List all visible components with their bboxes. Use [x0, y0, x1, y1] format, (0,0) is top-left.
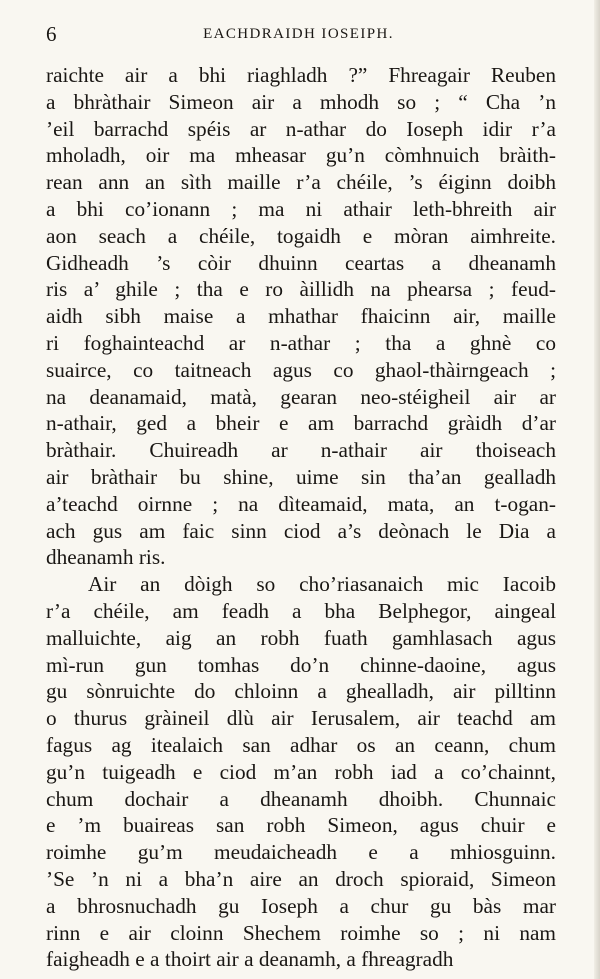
text-line: aidh sibh maise a mhathar fhaicinn air, maille	[46, 304, 556, 329]
text-line: r’a chéile, am feadh a bha Belphegor, aingeal	[46, 598, 556, 623]
body-text	[46, 62, 556, 973]
text-line: mholadh, oir ma mheasar gu’n còmhnuich bràith-	[46, 143, 556, 168]
text-line: raichte air a bhi riaghladh ?” Fhreagair Reuben	[46, 63, 556, 87]
text-line: o thurus gràineil dlù air Ierusalem, air teachd am	[46, 706, 556, 731]
text-line: ach gus am faic sinn ciod a’s deònach le Dia a	[46, 518, 556, 543]
text-line: malluichte, aig an robh fuath gamhlasach agus	[46, 625, 556, 650]
text-line: Gidheadh ’s còir dhuinn ceartas a dheanamh	[46, 250, 556, 275]
text-line: bràthair. Chuireadh ar n-athair air thoiseach	[46, 438, 556, 463]
text-line: a bhi co’ionann ; ma ni athair leth-bhreith air	[46, 196, 556, 221]
page-edge-shadow	[594, 0, 600, 979]
text-line: n-athair, ged a bheir e am barrachd gràidh d’ar	[46, 411, 556, 436]
text-line: gu sònruichte do chloinn a ghealladh, air pilltinn	[46, 679, 556, 704]
text-line: rinn e air cloinn Shechem roimhe so ; ni nam	[46, 920, 556, 945]
text-line: roimhe gu’m meudaicheadh e a mhiosguinn.	[46, 840, 556, 865]
text-line: ri foghainteachd ar n-athar ; tha a ghnè co	[46, 330, 556, 355]
text-line: faigheadh e a thoirt air a deanamh, a fhreagradh	[46, 947, 454, 972]
text-line: ’Se ’n ni a bha’n aire an droch spioraid, Simeon	[46, 866, 556, 891]
text-line: mì-run gun tomhas do’n chinne-daoine, agus	[46, 652, 556, 677]
running-head	[46, 22, 551, 46]
running-title: EACHDRAIDH IOSEIPH.	[203, 26, 394, 42]
text-line: suairce, co taitneach agus co ghaol-thàirngeach ;	[46, 357, 556, 382]
paragraph	[46, 571, 556, 973]
text-line: e ’m buaireas san robh Simeon, agus chuir e	[46, 813, 556, 838]
text-line: Air an dòigh so cho’riasanaich mic Iacoib	[88, 572, 556, 597]
text-line: a bhrosnuchadh gu Ioseph a chur gu bàs mar	[46, 893, 556, 918]
text-line: gu’n tuigeadh e ciod m’an robh iad a co’chainnt,	[46, 759, 556, 784]
text-line: a’teachd oirnne ; na dìteamaid, mata, an t-ogan-	[46, 491, 556, 516]
text-line: air bràthair bu shine, uime sin tha’an gealladh	[46, 464, 556, 489]
text-line: chum dochair a dheanamh dhoibh. Chunnaic	[46, 786, 556, 811]
text-line: na deanamaid, matà, gearan neo-stéigheil air ar	[46, 384, 556, 409]
text-line: rean ann an sìth maille r’a chéile, ’s éiginn doibh	[46, 170, 556, 195]
text-line: dheanamh ris.	[46, 545, 166, 570]
page-number: 6	[46, 22, 57, 46]
text-line: ’eil barrachd spéis ar n-athar do Ioseph idir r’a	[46, 116, 556, 141]
text-line: fagus ag itealaich san adhar os an ceann, chum	[46, 732, 556, 757]
text-line: ris a’ ghile ; tha e ro àillidh na phearsa ; feud-	[46, 277, 556, 302]
paragraph	[46, 62, 556, 571]
text-line: a bhràthair Simeon air a mhodh so ; “ Cha ’n	[46, 89, 556, 114]
text-line: aon seach a chéile, togaidh e mòran aimhreite.	[46, 223, 556, 248]
